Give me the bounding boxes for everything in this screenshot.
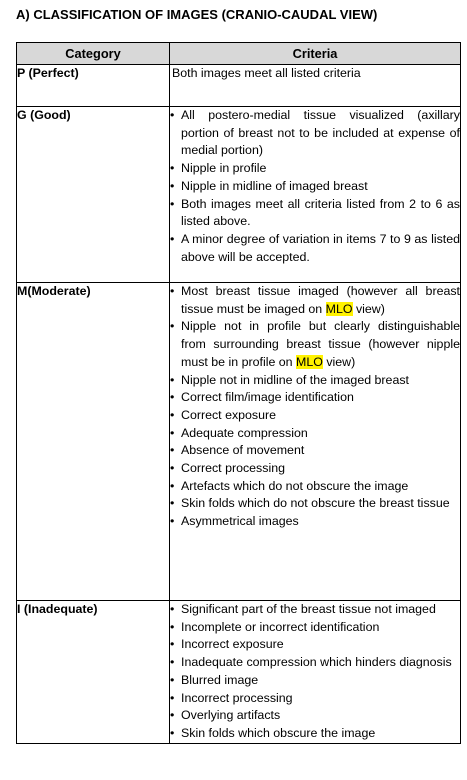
criteria-moderate [170, 283, 461, 601]
criteria-list [170, 283, 460, 531]
list-item: • Nipple in profile [170, 161, 267, 176]
list-item: • Correct film/image identification [170, 390, 354, 405]
list-item: • Skin folds which do not obscure the breast tissue [170, 496, 450, 511]
list-item: • Skin folds which obscure the image [170, 725, 376, 740]
list-item: • Nipple not in profile but clearly distinguishable from surrounding breast tissue (however nipple must be in profile on MLO view) [170, 319, 460, 369]
list-item: • Overlying artifacts [170, 708, 281, 723]
list-item: • Absence of movement [170, 443, 305, 458]
list-item: • Inadequate compression which hinders diagnosis [170, 655, 452, 670]
category-inadequate: I (Inadequate) [17, 601, 170, 744]
list-item: • All postero-medial tissue visualized (axillary portion of breast not to be included at expense of medial portion) [170, 108, 460, 158]
list-item: • Adequate compression [170, 425, 308, 440]
list-item: • Blurred image [170, 672, 259, 687]
table-header-row [17, 43, 461, 65]
category-perfect: P (Perfect) [17, 65, 170, 107]
page-title: A) CLASSIFICATION OF IMAGES (CRANIO-CAUDAL VIEW) [16, 7, 378, 22]
criteria-perfect [170, 65, 461, 107]
criteria-good [170, 107, 461, 283]
category-moderate: M(Moderate) [17, 283, 170, 601]
list-item: • Nipple in midline of imaged breast [170, 178, 368, 193]
table-row-inadequate [17, 601, 461, 744]
list-item: • Both images meet all criteria listed from 2 to 6 as listed above. [170, 196, 460, 229]
list-item: • Incorrect exposure [170, 637, 284, 652]
classification-table [16, 42, 461, 744]
list-item: • Correct processing [170, 461, 285, 476]
list-item: • A minor degree of variation in items 7 to 9 as listed above will be accepted. [170, 231, 460, 264]
list-item: • Most breast tissue imaged (however all breast tissue must be imaged on MLO view) [170, 284, 460, 316]
list-item: • Artefacts which do not obscure the image [170, 478, 409, 493]
list-item: • Asymmetrical images [170, 514, 299, 529]
list-item: • Incomplete or incorrect identification [170, 619, 380, 634]
highlighted-term: MLO [296, 354, 323, 369]
header-category: Category [17, 43, 170, 65]
criteria-list [170, 601, 460, 743]
list-item: • Significant part of the breast tissue not imaged [170, 602, 436, 616]
list-item: • Correct exposure [170, 407, 277, 422]
category-good: G (Good) [17, 107, 170, 283]
criteria-text: Both images meet all listed criteria [172, 66, 361, 80]
table-row-moderate [17, 283, 461, 601]
criteria-list [170, 107, 460, 266]
list-item: • Nipple not in midline of the imaged breast [170, 372, 409, 387]
header-criteria: Criteria [170, 43, 461, 65]
highlighted-term: MLO [325, 301, 353, 316]
list-item: • Incorrect processing [170, 690, 293, 705]
table-row-good [17, 107, 461, 283]
criteria-inadequate [170, 601, 461, 744]
table-row-perfect [17, 65, 461, 107]
